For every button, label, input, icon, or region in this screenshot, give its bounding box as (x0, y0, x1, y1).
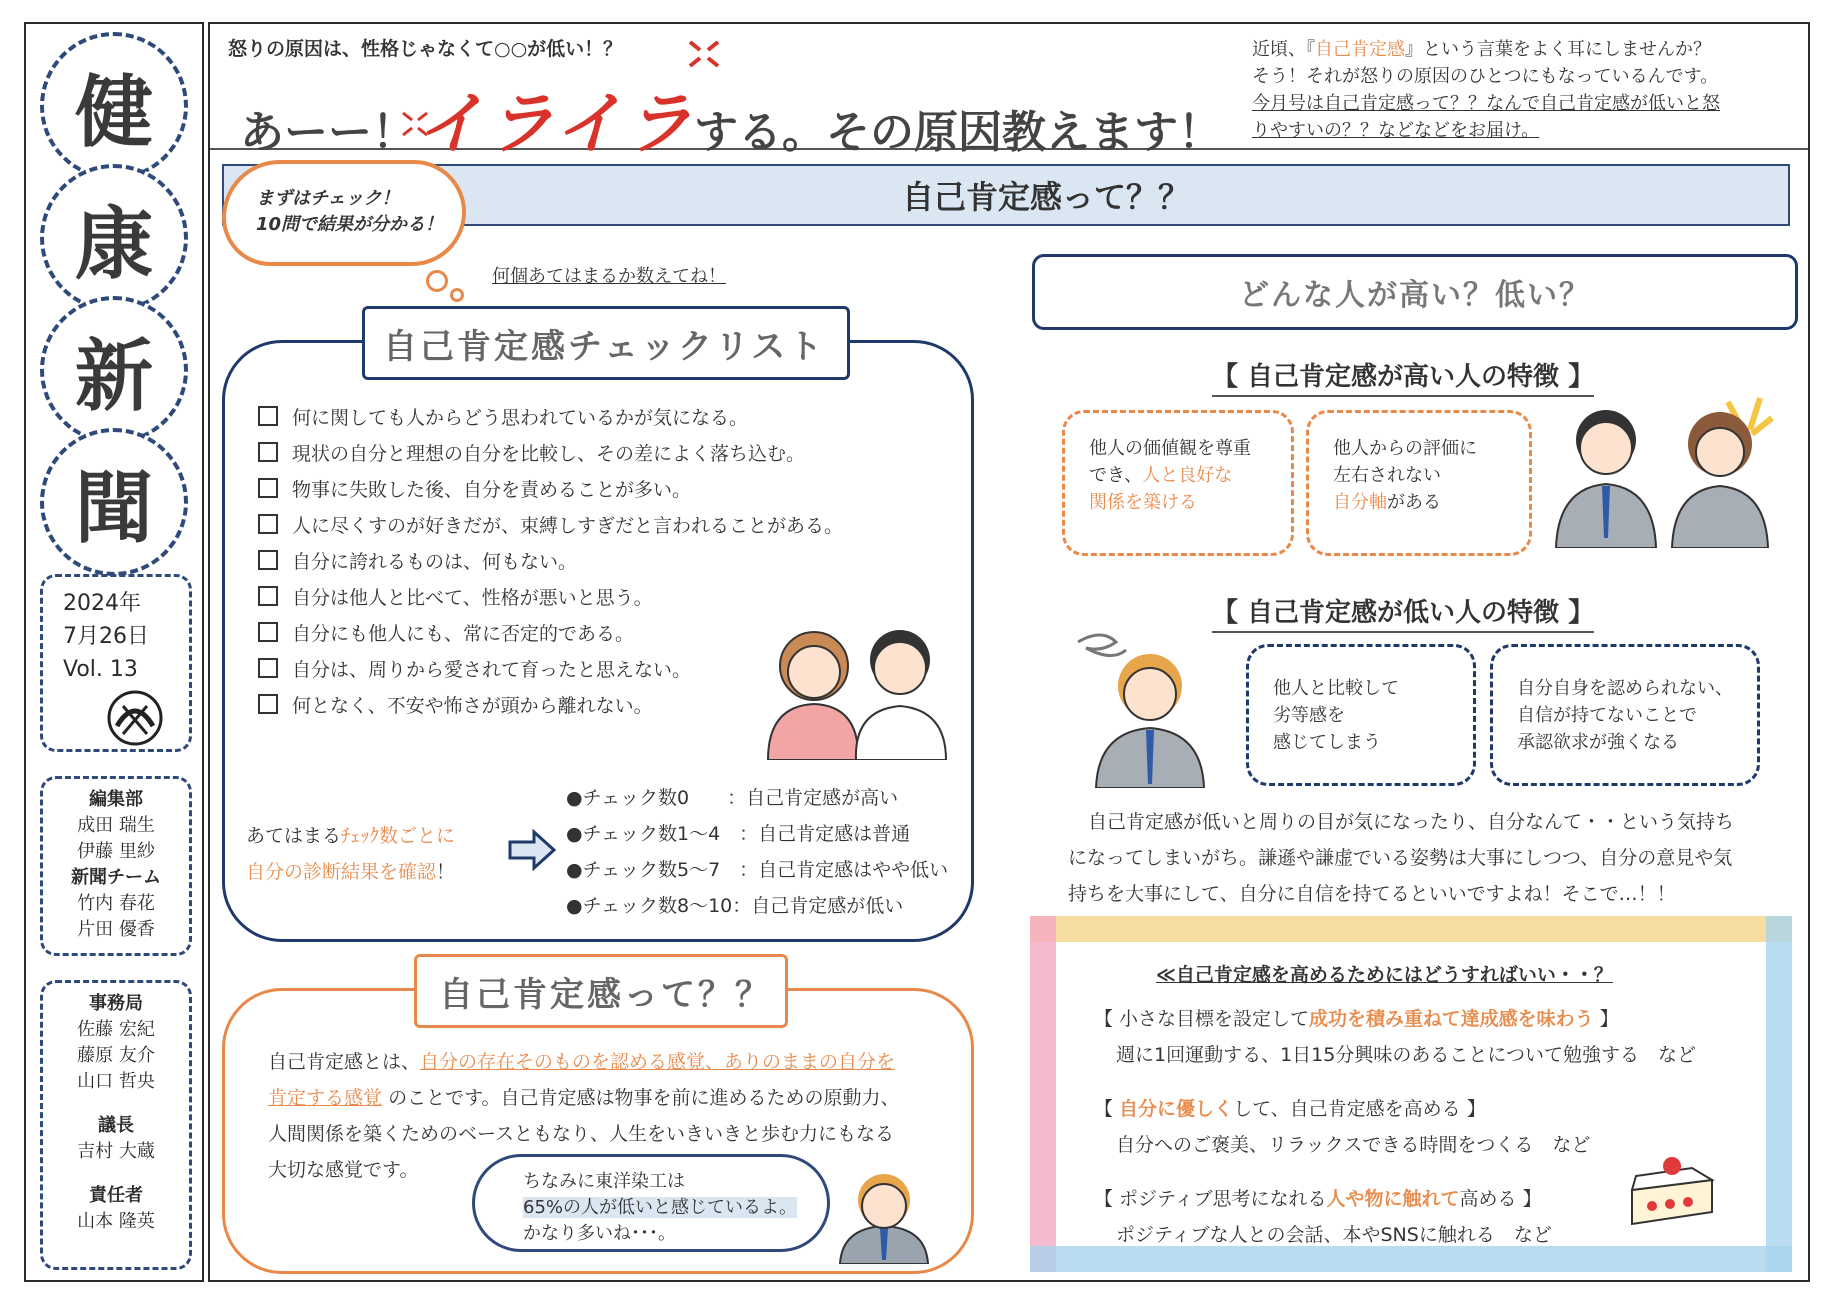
trait-line: 他人と比較して (1273, 678, 1399, 699)
anxious-man-illustration (1072, 628, 1222, 788)
cake-icon (1622, 1150, 1722, 1230)
checkbox[interactable] (258, 442, 278, 462)
checklist-item[interactable] (258, 434, 843, 470)
chair-head: 議長 (98, 1115, 134, 1136)
high-trait-card (1062, 410, 1294, 556)
definition-title: 自己肯定感って？？ (414, 954, 788, 1028)
result-row: ●チェック数1～4 ：自己肯定感は普通 (566, 823, 911, 845)
definition-highlight: 肯定する感覚 (268, 1087, 383, 1109)
trait-line: 自信が持てないことで (1517, 705, 1697, 726)
prompt-highlight: 自分の診断結果を確認 (246, 861, 437, 883)
manager-head: 責任者 (89, 1185, 143, 1206)
trait-line: 劣等感を (1273, 705, 1345, 726)
office-box (40, 980, 192, 1270)
checklist-title: 自己肯定感チェックリスト (362, 306, 850, 380)
result-row: ●チェック数0 ：自己肯定感が高い (566, 787, 899, 809)
news-team-member: 片田 優香 (77, 919, 155, 940)
trait-line: 他人からの評価に (1333, 438, 1477, 459)
checklist-item[interactable] (258, 470, 843, 506)
checkbox[interactable] (258, 658, 278, 678)
checklist-item[interactable] (258, 542, 843, 578)
checkbox[interactable] (258, 514, 278, 534)
company-logo-icon (103, 686, 167, 750)
masthead-char-4: 聞 (40, 428, 188, 576)
tips-border-left (1030, 916, 1056, 1272)
checklist-item-label: 自分は他人と比べて、性格が悪いと思う。 (292, 586, 653, 609)
diagnosis-results (566, 780, 948, 924)
speech-highlight: 65%の人が低いと感じているよ。 (523, 1197, 798, 1218)
checklist-item[interactable] (258, 506, 843, 542)
definition-highlight: 自分の存在そのものを認める感覚、ありのままの自分を (420, 1051, 896, 1073)
checklist-item-label: 何に関しても人からどう思われているかが気になる。 (292, 406, 749, 429)
prompt-text: あてはまる (246, 825, 342, 847)
trait-highlight: 人と良好な (1142, 465, 1233, 486)
checklist-item-label: 自分は、周りから愛されて育ったと思えない。 (292, 658, 692, 681)
tip-text: して、自己肯定感を高める 】 (1233, 1098, 1486, 1120)
title-pre: あーー！ (240, 107, 416, 158)
tip-example: 自分へのご褒美、リラックスできる時間をつくる など (1116, 1134, 1591, 1156)
who-title-box: どんな人が高い？低い？ (1032, 254, 1798, 330)
thought-bubble-dot (450, 288, 464, 302)
checklist-item-label: 人に尽くすのが好きだが、束縛しすぎだと言われることがある。 (292, 514, 844, 537)
checkbox[interactable] (258, 694, 278, 714)
tip-text: 高める 】 (1459, 1188, 1542, 1210)
high-traits-heading: 【 自己肯定感が高い人の特徴 】 (1212, 356, 1594, 397)
tips-border-bottom (1030, 1246, 1792, 1272)
tip-highlight: 人や物に触れて (1326, 1188, 1460, 1210)
tips-border-top (1030, 916, 1792, 942)
anger-mark-icon (684, 36, 724, 72)
tip-text: 】 (1593, 1008, 1619, 1030)
checkbox[interactable] (258, 406, 278, 426)
masthead-char-2: 康 (40, 164, 188, 312)
issue-volume: Vol. 13 (63, 657, 138, 682)
tip-heading (1094, 1094, 1486, 1121)
definition-part: 人間関係を築くためのベースともなり、人生をいきいきと歩む力にもなる (268, 1123, 895, 1145)
intro-text (1252, 36, 1772, 144)
editorial-box (40, 776, 192, 956)
intro-line: りやすいの？？などなどをお届け。 (1252, 120, 1540, 141)
trait-line: 承認欲求が強くなる (1517, 732, 1679, 753)
checklist-item-label: 何となく、不安や怖さが頭から離れない。 (292, 694, 653, 717)
arrow-right-icon (506, 828, 558, 872)
checklist-item-label: 自分に誇れるものは、何もない。 (292, 550, 578, 573)
checklist-item[interactable] (258, 578, 843, 614)
editorial-member: 伊藤 里紗 (77, 841, 155, 862)
checkbox[interactable] (258, 550, 278, 570)
high-trait-card (1306, 410, 1532, 556)
prompt-text: ！ (436, 861, 456, 883)
tip-example: ポジティブな人との会話、本やSNSに触れる など (1116, 1224, 1552, 1246)
check-cloud-bubble (222, 160, 466, 266)
low-trait-card (1490, 644, 1760, 786)
tips-title: ≪自己肯定感を高めるためにはどうすればいい・・？ (1156, 964, 1613, 986)
intro-line: 今月号は自己肯定感って？？なんで自己肯定感が低いと怒 (1252, 93, 1720, 114)
prompt-highlight: ﾁｪｯｸ数ごとに (341, 825, 456, 847)
low-trait-paragraph: 自己肯定感が低いと周りの目が気になったり、自分なんて・・という気持ちになってしまいがち。謙遜や謙虚でいる姿勢は大事にしつつ、自分の意見や気持ちを大事にして、自分に自信を持てるといいですよね！そこで…！！ (1068, 811, 1735, 905)
title-big: イライラ (416, 85, 694, 164)
intro-line: 近頃、『 (1252, 39, 1315, 60)
trait-line: 左右されない (1333, 465, 1441, 486)
office-member: 山口 哲央 (77, 1071, 155, 1092)
low-trait-card (1246, 644, 1476, 786)
checklist-item-label: 物事に失敗した後、自分を責めることが多い。 (292, 478, 692, 501)
thought-bubble-dot (426, 270, 448, 292)
issue-day: 7月26日 (63, 624, 149, 649)
tip-highlight: 自分に優しく (1119, 1098, 1234, 1120)
cloud-line: まずはチェック！ (256, 188, 400, 209)
intro-highlight: 自己肯定感 (1315, 39, 1405, 60)
issue-year: 2024年 (63, 591, 141, 616)
thinking-people-illustration (754, 610, 954, 760)
trait-line: がある (1387, 492, 1441, 513)
tip-text: 【 ポジティブ思考になれる (1094, 1188, 1327, 1210)
intro-line: そう！それが怒りの原因のひとつにもなっているんです。 (1252, 66, 1719, 87)
checklist-item-label: 現状の自分と理想の自分を比較し、その差によく落ち込む。 (292, 442, 806, 465)
trait-line: 他人の価値観を尊重 (1089, 438, 1251, 459)
title-post: する。その原因教えます！ (693, 107, 1222, 158)
trait-line: でき、 (1089, 465, 1143, 486)
definition-part: 大切な感覚です。 (268, 1159, 419, 1181)
speech-bubble (472, 1154, 830, 1252)
trait-highlight: 自分軸 (1333, 492, 1387, 513)
checklist-item[interactable] (258, 398, 843, 434)
masthead-column (24, 22, 204, 1282)
office-member: 藤原 友介 (77, 1045, 155, 1066)
anger-mark-icon (398, 108, 432, 140)
result-row: ●チェック数5～7 ：自己肯定感はやや低い (566, 859, 949, 881)
definition-part: のことです。自己肯定感は物事を前に進めるための原動力、 (388, 1087, 900, 1109)
tip-heading (1094, 1004, 1619, 1031)
trait-line: 自分自身を認められない、 (1517, 678, 1733, 699)
speech-line: かなり多いね･･･。 (523, 1223, 676, 1244)
tagline: 怒りの原因は、性格じゃなくて○○が低い！？ (228, 38, 623, 60)
checklist-item-label: 自分にも他人にも、常に否定的である。 (292, 622, 635, 645)
tips-border-right (1766, 916, 1792, 1272)
confident-people-illustration (1546, 388, 1780, 548)
worried-man-illustration (834, 1164, 934, 1264)
tip-text: 【 小さな目標を設定して (1094, 1008, 1310, 1030)
trait-highlight: 関係を築ける (1089, 492, 1197, 513)
tip-highlight: 成功を積み重ねて達成感を味わう (1309, 1008, 1594, 1030)
manager-member: 山本 隆英 (77, 1211, 155, 1232)
news-team-member: 竹内 春花 (77, 893, 155, 914)
editorial-head: 編集部 (89, 789, 143, 810)
trait-line: 感じてしまう (1273, 732, 1381, 753)
office-head: 事務局 (89, 993, 143, 1014)
low-traits-heading: 【 自己肯定感が低い人の特徴 】 (1212, 592, 1594, 633)
cloud-line: 10問で結果が分かる！ (256, 214, 444, 235)
speech-line: ちなみに東洋染工は (523, 1171, 685, 1192)
chair-member: 吉村 大蔵 (77, 1141, 155, 1162)
masthead-char-3: 新 (40, 296, 188, 444)
editorial-member: 成田 瑞生 (77, 815, 155, 836)
checkbox[interactable] (258, 586, 278, 606)
tip-text: 【 (1094, 1098, 1120, 1120)
result-row: ●チェック数8～10：自己肯定感が低い (566, 895, 904, 917)
tip-heading (1094, 1184, 1542, 1211)
count-note: 何個あてはまるか数えてね！ (492, 266, 726, 287)
tip-example: 週に1回運動する、1日15分興味のあることについて勉強する など (1116, 1044, 1696, 1066)
checkbox[interactable] (258, 622, 278, 642)
news-team-head: 新聞チーム (71, 867, 161, 888)
diagnosis-prompt (246, 818, 455, 890)
definition-part: 自己肯定感とは、 (268, 1051, 421, 1073)
intro-line: 』という言葉をよく耳にしませんか？ (1405, 39, 1711, 60)
issue-date-box (40, 574, 192, 752)
masthead-char-1: 健 (40, 32, 188, 180)
checkbox[interactable] (258, 478, 278, 498)
main-title (240, 70, 1222, 167)
office-member: 佐藤 宏紀 (77, 1019, 155, 1040)
section-banner: 自己肯定感って？？ (222, 164, 1790, 226)
